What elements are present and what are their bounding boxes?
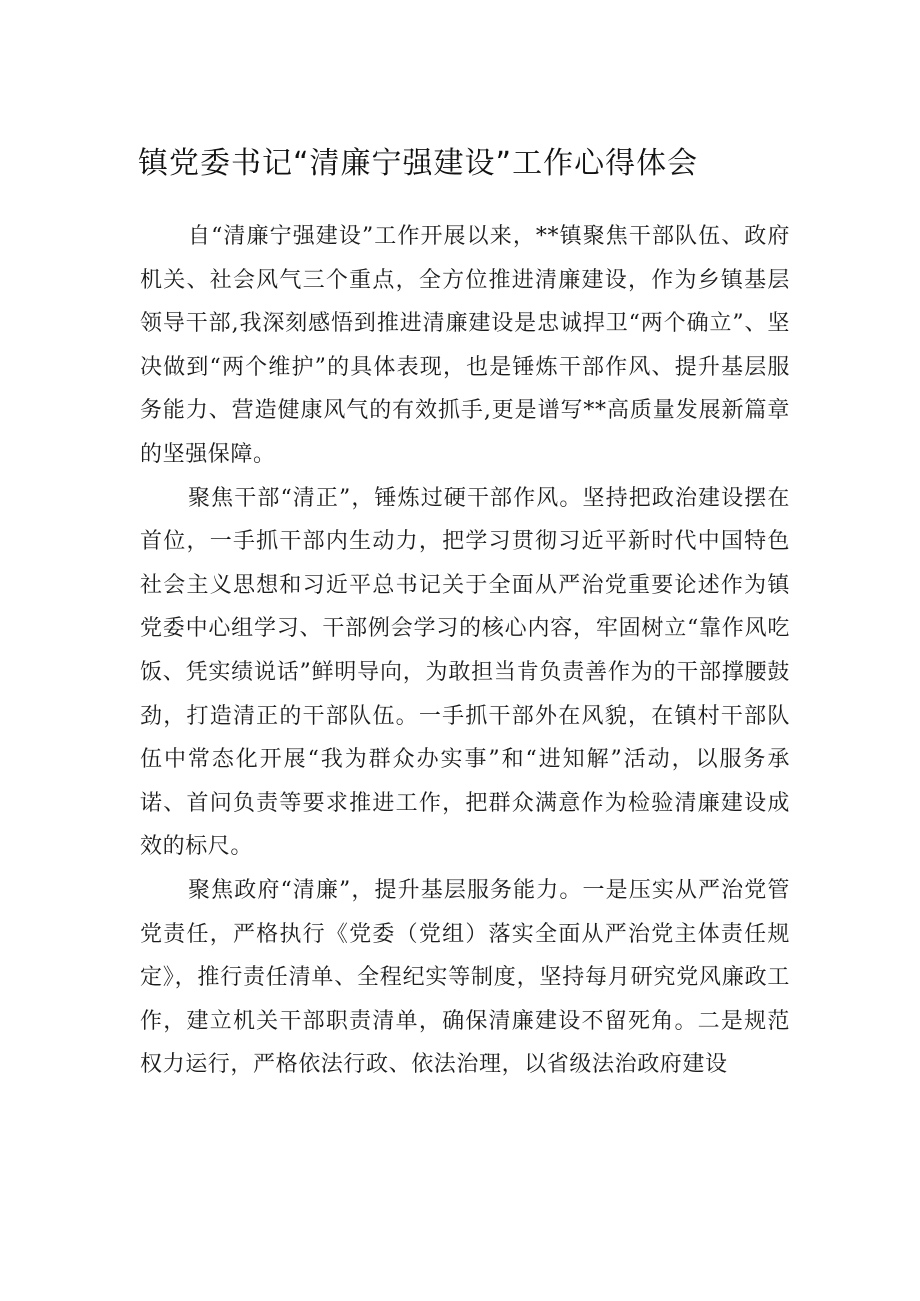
paragraph-intro: 自“清廉宁强建设”工作开展以来，**镇聚焦干部队伍、政府机关、社会风气三个重点，全方位推进清廉建设，作为乡镇基层领导干部,我深刻感悟到推进清廉建设是忠诚捍卫“两个确立”、坚决做到“两个维护”的具体表现，也是锤炼干部作风、提升基层服务能力、营造健康风气的有效抓手,更是谱写**高质量发展新篇章的坚强保障。	[140, 224, 790, 467]
document-title: 镇党委书记“清廉宁强建设”工作心得体会	[138, 146, 699, 181]
paragraph-government-integrity: 聚焦政府“清廉”，提升基层服务能力。一是压实从严治党管党责任，严格执行《党委（党组）落实全面从严治党主体责任规定》，推行责任清单、全程纪实等制度，坚持每月研究党风廉政工作，建立机关干部职责清单，确保清廉建设不留死角。二是规范权力运行，严格依法行政、依法治理，以省级法治政府建设	[140, 877, 790, 1078]
document-body	[140, 215, 790, 1087]
paragraph-cadre-integrity: 聚焦干部“清正”，锤炼过硬干部作风。坚持把政治建设摆在首位，一手抓干部内生动力，把学习贯彻习近平新时代中国特色社会主义思想和习近平总书记关于全面从严治党重要论述作为镇党委中心组学习、干部例会学习的核心内容，牢固树立“靠作风吃饭、凭实绩说话”鲜明导向，为敢担当肯负责善作为的干部撑腰鼓劲，打造清正的干部队伍。一手抓干部外在风貌，在镇村干部队伍中常态化开展“我为群众办实事”和“进知解”活动，以服务承诺、首问负责等要求推进工作，把群众满意作为检验清廉建设成效的标尺。	[140, 485, 790, 860]
